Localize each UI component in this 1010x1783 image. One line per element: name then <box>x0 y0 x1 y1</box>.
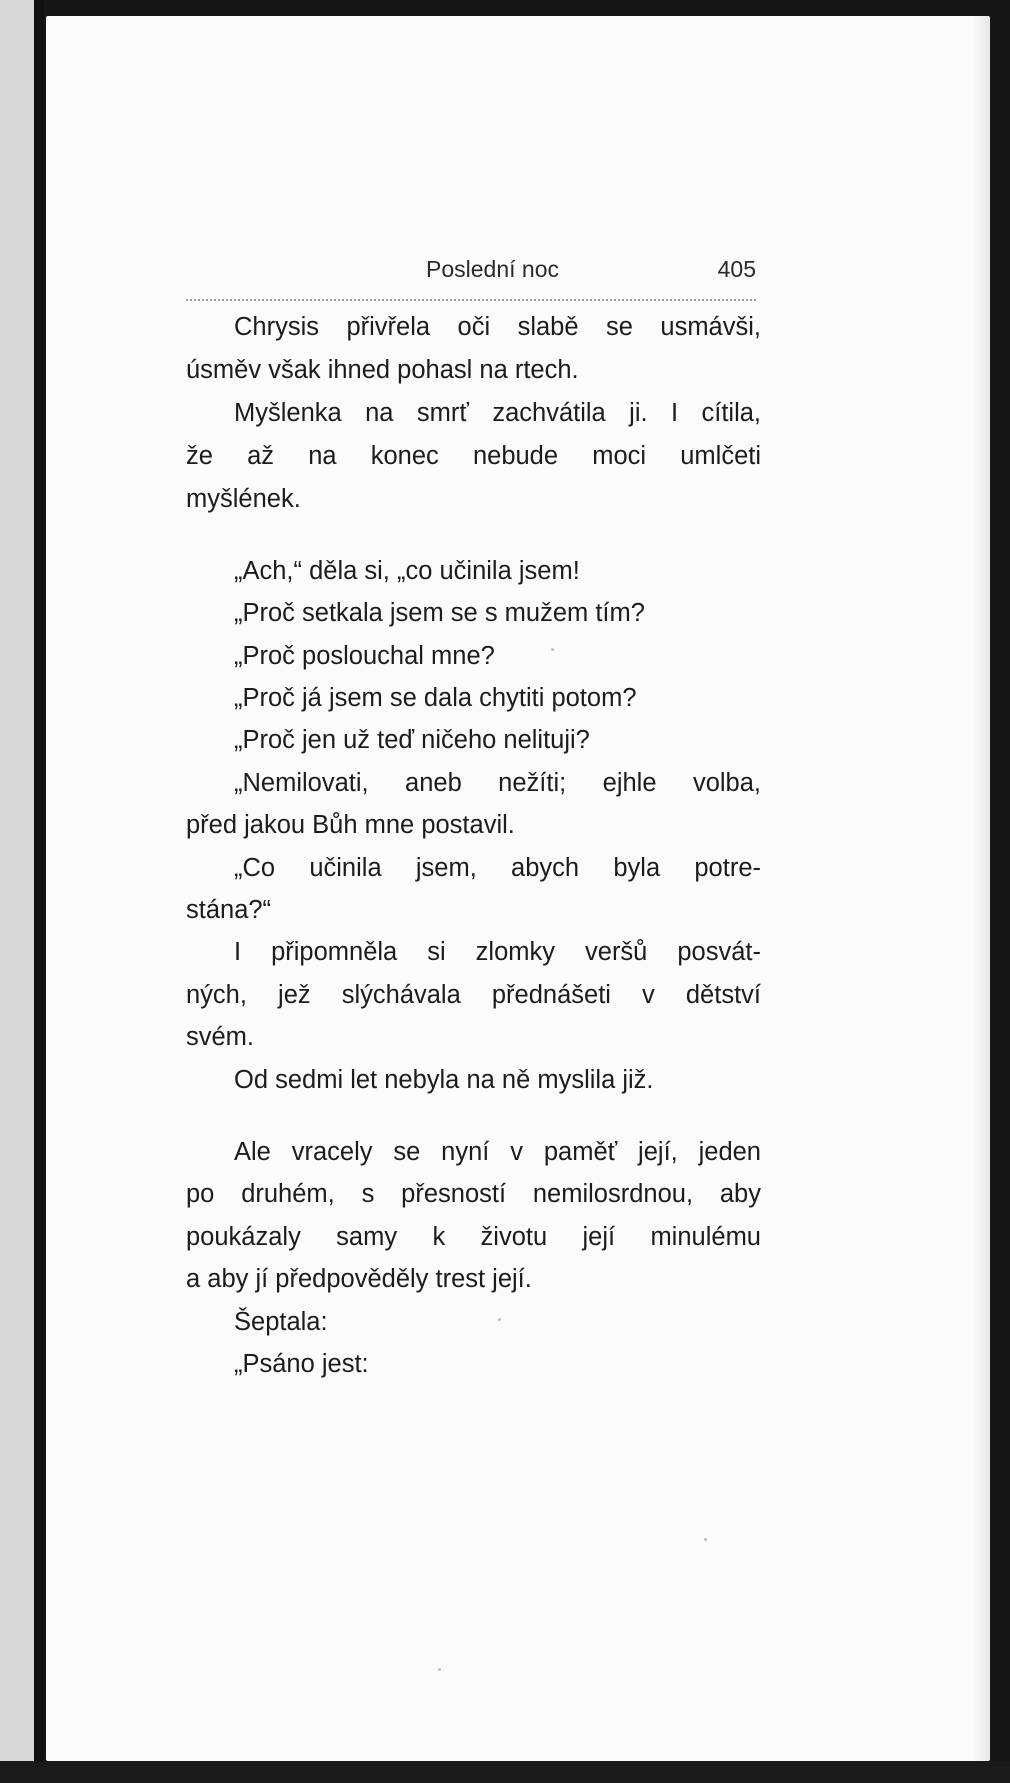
running-head <box>186 256 756 288</box>
text-line: „Co učinila jsem, abych byla potre- <box>234 854 761 882</box>
text-line: úsměv však ihned pohasl na rtech. <box>186 356 579 384</box>
text-line: Šeptala: <box>234 1308 328 1336</box>
binding-shadow <box>34 0 44 1783</box>
text-line: svém. <box>186 1023 255 1051</box>
text-line: „Proč poslouchal mne? <box>234 642 495 670</box>
header-dotted-rule <box>186 299 756 301</box>
text-line: že až na konec nebude moci umlčeti <box>186 442 761 470</box>
text-line: „Psáno jest: <box>234 1350 369 1378</box>
text-line: poukázaly samy k životu její minulému <box>186 1223 761 1251</box>
text-line: ných, jež slýchávala přednášeti v dětství <box>186 981 761 1009</box>
page-curl-shadow <box>972 16 990 1761</box>
text-line: Chrysis přivřela oči slabě se usmávši, <box>234 313 761 341</box>
paper-speck <box>704 1538 707 1541</box>
text-line: „Proč setkala jsem se s mužem tím? <box>234 599 645 627</box>
running-title: Poslední noc <box>426 256 559 282</box>
text-line: Myšlenka na smrť zachvátila ji. I cítila, <box>234 399 761 427</box>
paper-speck <box>498 1318 501 1321</box>
text-line: „Nemilovati, aneb nežíti; ejhle volba, <box>234 769 761 797</box>
text-line: „Proč jen už teď ničeho nelituji? <box>234 726 590 754</box>
text-line: myšlének. <box>186 485 301 513</box>
text-line: a aby jí předpověděly trest její. <box>186 1265 532 1293</box>
page-number: 405 <box>717 256 756 282</box>
paper-speck <box>438 1668 441 1671</box>
paper-speck <box>551 648 554 651</box>
text-line: I připomněla si zlomky veršů posvát- <box>234 938 761 966</box>
page-sheet <box>46 16 990 1761</box>
scan-bottom-edge <box>0 1761 1010 1783</box>
text-line: „Proč já jsem se dala chytiti potom? <box>234 684 637 712</box>
text-line: Od sedmi let nebyla na ně myslila již. <box>234 1066 654 1094</box>
text-line: Ale vracely se nyní v paměť její, jeden <box>234 1138 761 1166</box>
text-line: „Ach,“ děla si, „co učinila jsem! <box>234 557 580 585</box>
text-line: stána?“ <box>186 896 272 924</box>
text-line: před jakou Bůh mne postavil. <box>186 811 515 839</box>
text-line: po druhém, s přesností nemilosrdnou, aby <box>186 1180 761 1208</box>
